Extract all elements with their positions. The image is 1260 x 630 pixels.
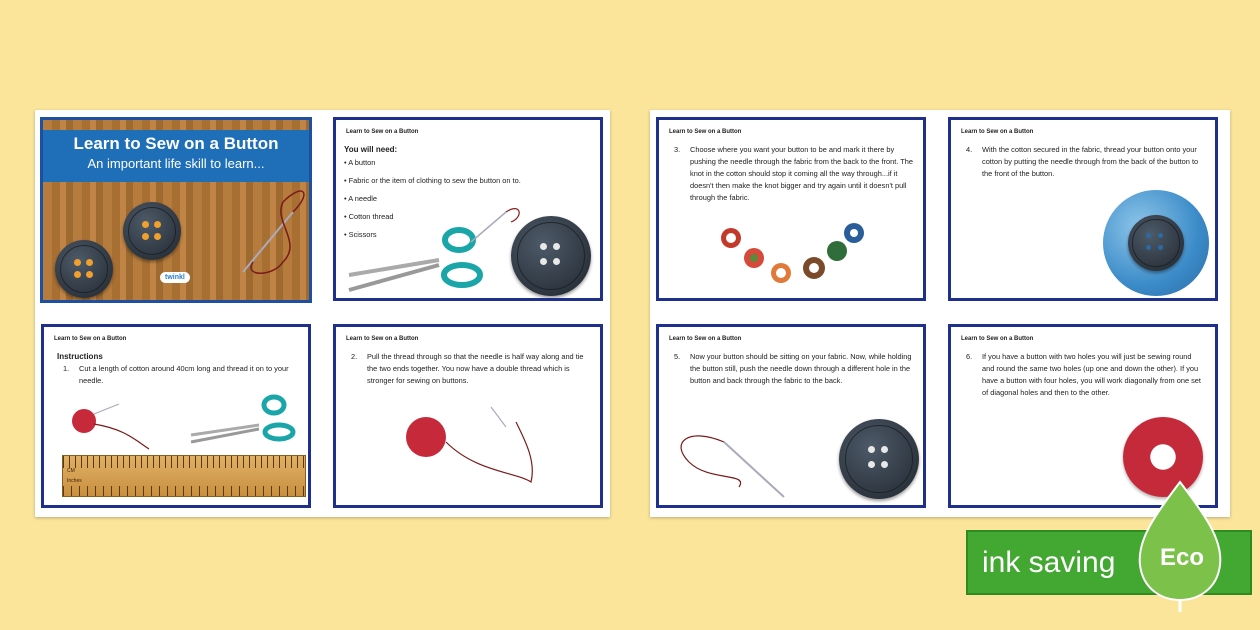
buttons-arc-image: [719, 223, 869, 293]
left-sheet: [35, 110, 610, 517]
step-1: [57, 363, 298, 387]
twinkl-logo: twinkl: [160, 272, 190, 283]
card-header: Learn to Sew on a Button: [346, 129, 419, 135]
step-text: Now your button should be sitting on your fabric. Now, while holding the button still, push the needle down through a different hole in the button and back through the fabric to the back.: [690, 352, 912, 385]
step-6: [966, 351, 1205, 399]
step-4: [966, 144, 1205, 180]
card-header: Learn to Sew on a Button: [669, 336, 742, 342]
yarn-ball-icon: [64, 399, 164, 459]
card-heading: Instructions: [57, 352, 103, 361]
card-heading: You will need:: [344, 145, 398, 154]
right-sheet: [650, 110, 1230, 517]
button-image: [839, 419, 919, 499]
card-header: Learn to Sew on a Button: [961, 336, 1034, 342]
button-image: [1128, 215, 1184, 271]
step-text: If you have a button with two holes you will just be sewing round and round the same two holes (up one and down the other). If you have a button with four holes, you will work diagonally from one set of diagonal holes and then to the other.: [982, 352, 1201, 397]
title-card: [40, 117, 312, 303]
page-title: Learn to Sew on a Button: [73, 134, 279, 153]
step-number: 6.: [966, 352, 973, 361]
step-number: 1.: [63, 364, 70, 373]
card-you-will-need: [333, 117, 603, 301]
ruler-image: [62, 455, 306, 497]
button-image: [123, 202, 181, 260]
list-item: • Scissors: [344, 230, 377, 239]
scissors-icon: [189, 387, 304, 447]
step-number: 4.: [966, 145, 973, 154]
step-text: Cut a length of cotton around 40cm long and thread it on to your needle.: [79, 364, 289, 385]
step-text: With the cotton secured in the fabric, thread your button onto your cotton by putting the needle through from the back of the button to the front of the button.: [982, 145, 1199, 178]
step-5: [674, 351, 913, 387]
list-item: • A needle: [344, 194, 378, 203]
step-number: 5.: [674, 352, 681, 361]
needle-thread-icon: [183, 182, 312, 282]
eco-badge-text: ink saving: [982, 546, 1116, 579]
eco-label: Eco: [1160, 544, 1205, 571]
fabric-circle-image: [1103, 190, 1209, 296]
card-header: Learn to Sew on a Button: [54, 336, 127, 342]
card-step-5: [656, 324, 926, 508]
page-subtitle: An important life skill to learn...: [87, 156, 265, 171]
button-image: [511, 216, 591, 296]
step-number: 2.: [351, 352, 358, 361]
list-item: • Fabric or the item of clothing to sew the button on to.: [344, 176, 521, 185]
card-header: Learn to Sew on a Button: [346, 336, 419, 342]
card-header: Learn to Sew on a Button: [669, 129, 742, 135]
ruler-inches-label: Inches: [67, 478, 82, 484]
needle-thread-icon: [669, 422, 789, 502]
list-item: • A button: [344, 158, 376, 167]
step-number: 3.: [674, 145, 681, 154]
card-instructions: [41, 324, 311, 508]
step-2: [351, 351, 590, 387]
ruler-cm-label: CM: [67, 468, 75, 474]
step-text: Choose where you want your button to be and mark it there by pushing the needle through the fabric from the back to the front. The knot in the cotton should stop it coming all the way through...if it doesn't then make the knot bigger and try again until it doesn't pull through the fabric.: [690, 145, 913, 202]
card-step-4: [948, 117, 1218, 301]
button-image: [55, 240, 113, 298]
list-item: • Cotton thread: [344, 212, 394, 221]
step-text: Pull the thread through so that the needle is half way along and tie the two ends together. You now have a double thread which is stronger for sewing on buttons.: [367, 352, 584, 385]
step-3: [674, 144, 913, 204]
card-step-3: [656, 117, 926, 301]
yarn-ball-icon: [396, 402, 546, 502]
card-header: Learn to Sew on a Button: [961, 129, 1034, 135]
card-step-2: [333, 324, 603, 508]
